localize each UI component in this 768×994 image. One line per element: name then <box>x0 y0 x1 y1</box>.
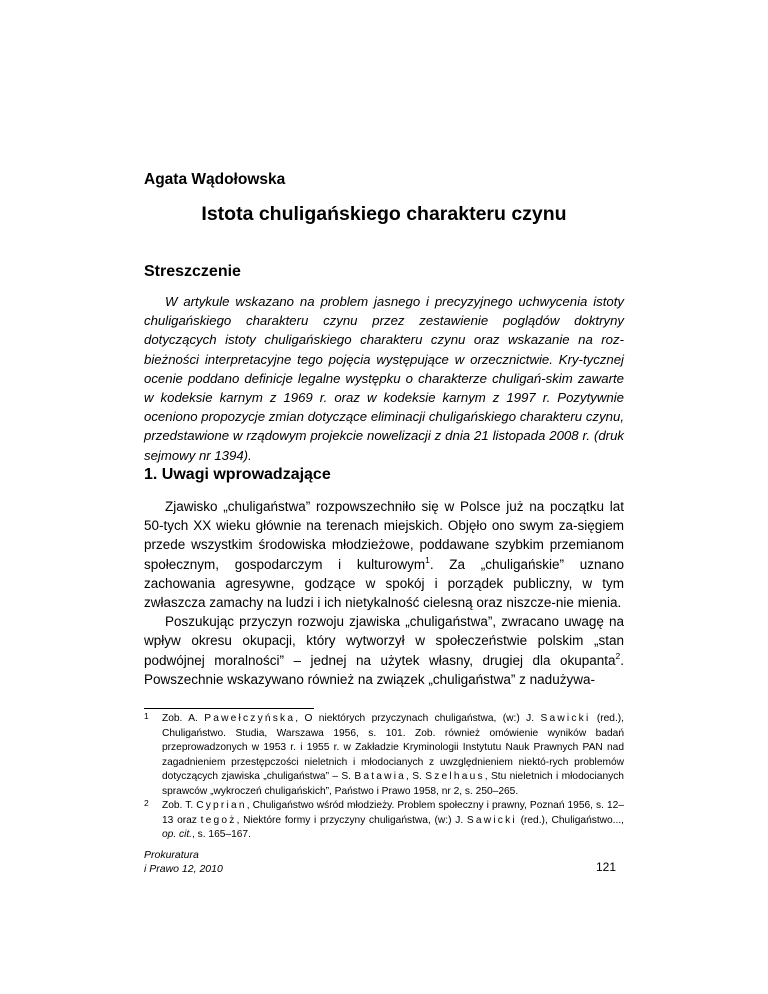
footnote-author: Batawia <box>354 771 407 782</box>
footnote-text: , S. <box>406 771 426 782</box>
footnote-number: 1 <box>144 711 149 721</box>
footnote-author: Sawicki <box>466 814 517 826</box>
footnote-text: Zob. T. <box>162 800 197 811</box>
footnotes <box>144 712 624 843</box>
footnote-text: Zob. A. <box>162 713 205 724</box>
abstract-text: W artykule wskazano na problem jasnego i precyzyjnego uchwycenia istoty chuligańskiego charakteru czynu przez zestawienie poglądów doktryny dotyczących istoty chuligańskiego charakteru czynu oraz wskazanie na roz-bieżności interpretacyjne tego pojęcia występujące w orzecznictwie. Kry-tycznej ocenie poddano definicje legalne występku o charakterze chuligań-skim zawarte w kodeksie karnym z 1969 r. oraz w kodeksie karnym z 1997 r. Pozytywnie oceniono propozycje zmian dotyczące eliminacji chuligańskiego charakteru czynu, przedstawione w rządowym projekcie nowelizacji z dnia 21 listopada 2008 r. (druk sejmowy nr 1394). <box>144 294 624 463</box>
footnote-author: Cyprian <box>196 800 247 811</box>
footnote-ref-2[interactable]: 2 <box>615 650 621 661</box>
footnote-text: (red.), Chuligaństwo. Studia, Warszawa 1956, s. 101. Zob. również omówienie wyników badań przeprowadzonych w 1953 r. i 1955 r. w Zakładzie Kryminologii Instytutu Nauk Prawnych PAN nad zagadnieniem przestępczości nieletnich i młodocianych z uwzględnieniem niektó-rych problemów dotyczących zjawiska „chuligaństwa” – S. <box>162 713 624 782</box>
footnote-2 <box>144 799 624 843</box>
paragraph-1-text-a: Zjawisko „chuligaństwa” rozpowszechniło się w Polsce już na początku lat 50-tych XX wieku głównie na terenach miejskich. Objęło ono swym za-sięgiem przede wszystkim środowiska młodzieżowe, poddawane szybkim przemianom społecznym, gospodarczym i kulturowym <box>144 499 624 572</box>
author-name: Agata Wądołowska <box>144 171 286 188</box>
paragraph-1-text-b: . Za „chuligańskie” uznano zachowania agresywne, godzące w spokój i porządek publiczny, w tym zwłaszcza zamachy na ludzi i ich nietykalność cielesną oraz niszcze-nie mienia. <box>144 556 624 611</box>
footnote-text: , s. 165–167. <box>192 829 251 840</box>
footnote-author: Szelhaus <box>425 771 485 782</box>
paragraph-2-text-a: Poszukując przyczyn rozwoju zjawiska „chuligaństwa”, zwracano uwagę na wpływ okresu okupacji, który wytworzył w społeczeństwie polskim „stan podwójnej moralności” – jednej na użytek własny, drugiej dla okupanta <box>144 614 624 668</box>
article-title: Istota chuligańskiego charakteru czynu <box>201 203 567 225</box>
footnote-1 <box>144 712 624 799</box>
footnote-author: tegoż <box>200 814 237 826</box>
footnote-ref-1[interactable]: 1 <box>425 554 430 565</box>
journal-info <box>144 848 223 876</box>
footnote-text: (red.), Chuligaństwo..., <box>516 814 624 826</box>
footnote-text: , Niektóre formy i przyczyny chuligaństwa, (w:) J. <box>236 814 467 826</box>
paragraph-2 <box>144 612 624 689</box>
journal-name: Prokuratura <box>144 849 199 861</box>
page-number: 121 <box>596 860 617 874</box>
footnote-author: Pawełczyńska <box>204 713 296 724</box>
paragraph-1 <box>144 497 624 612</box>
body-text <box>144 497 624 689</box>
footnote-number: 2 <box>144 798 149 808</box>
footnote-author: Sawicki <box>540 713 591 724</box>
footnote-text: , Chuligaństwo wśród młodzieży. Problem społeczny i prawny, Poznań 1956, s. 12–13 oraz <box>162 800 624 826</box>
journal-issue: i Prawo 12, 2010 <box>144 863 223 875</box>
paragraph-2-text-b: . Powszechnie wskazywano również na związek „chuligaństwa” z nadużywa- <box>144 652 624 687</box>
footnote-italic: op. cit. <box>162 829 193 840</box>
footnote-text: , O niektórych przyczynach chuligaństwa, (w:) J. <box>295 713 541 724</box>
footnote-divider <box>144 708 314 709</box>
section-heading: 1. Uwagi wprowadzające <box>144 466 331 483</box>
footnote-text: , Stu nieletnich i młodocianych sprawców „wykroczeń chuligańskich”, Państwo i Prawo 1958, nr 2, s. 250–265. <box>162 771 624 797</box>
abstract-heading: Streszczenie <box>144 263 241 280</box>
